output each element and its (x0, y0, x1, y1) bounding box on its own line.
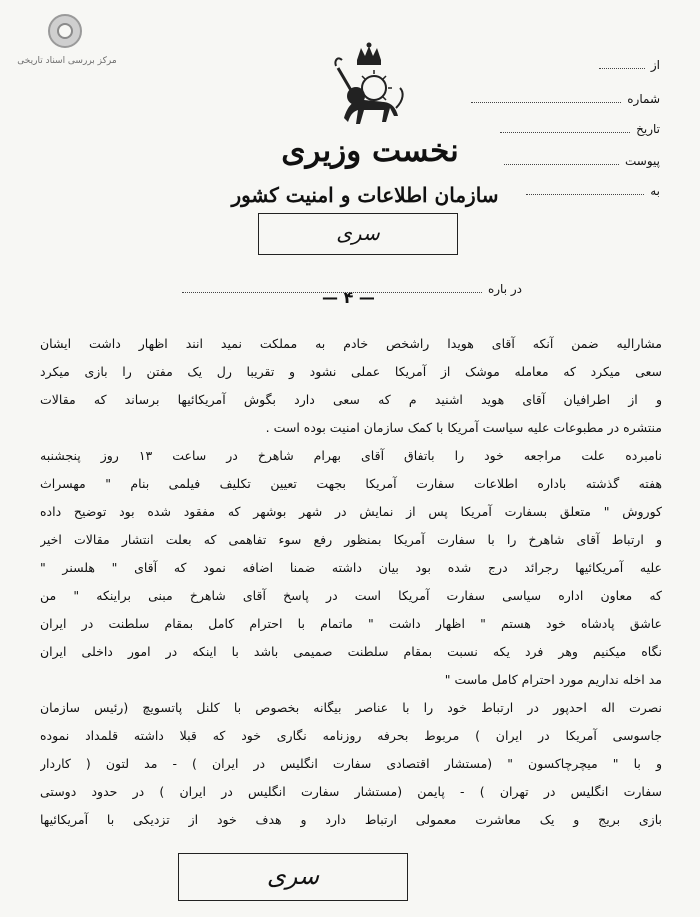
to-label: به (650, 184, 660, 198)
stamp-bottom-text: سری (266, 862, 320, 890)
classification-stamp-bottom (178, 853, 408, 901)
body-line: و ارتباط آقای شاهرخ را با سفارت آمریکا بمنظور رفع سوء تفاهمی که بعلت انتشار مقالات اخیر (40, 532, 662, 547)
number-label: شماره (627, 92, 660, 106)
classification-stamp-top (258, 213, 458, 255)
body-line: و با " میچرچاکسون " (مستشار اقتصادی سفارت انگلیس در ایران ) - مد لتون ( کاردار (40, 756, 662, 771)
body-line: سعی میکرد که معامله موشک از آمریکا عملی نشود و تقریبا رل یک مفتن را بازی میکرد (40, 364, 662, 379)
stamp-top-text: سری (336, 221, 380, 245)
organization-subtitle: سازمان اطلاعات و امنیت کشور (231, 183, 499, 207)
body-line: نامبرده علت مراجعه خود را باتفاق آقای بهرام شاهرخ در ساعت ۱۳ روز پنجشنبه (40, 448, 662, 463)
attachment-label: پیوست (625, 154, 660, 168)
body-line: منتشره در مطبوعات علیه سیاست آمریکا با کمک سازمان امنیت بوده است . (265, 420, 662, 435)
body-line: علیه آمریکائیها رجرائد درج شده بود بیان داشته ضمنا اضافه نمود که آقای " هلسنر " (40, 560, 662, 575)
body-line: مد اخله نداریم مورد احترام کامل ماست " (444, 672, 662, 687)
body-line: عاشق پادشاه خود هستم " اظهار داشت " ماتمام با احترام کامل بمقام سلطنت در ایران (40, 616, 662, 631)
body-line: سفارت انگلیس در تهران ) - پایمن (مستشار سفارت انگلیس در ایران ) در حدود دوستی (40, 784, 662, 799)
document-body (40, 330, 662, 834)
lion-and-sun-crown-icon (330, 42, 408, 130)
body-line: بازی بریج و یک معاشرت معمولی ارتباط دارد و هدف خود از تزدیکی با آمریکائیها (40, 812, 662, 827)
archive-logo-icon (48, 14, 82, 48)
to-field (526, 182, 660, 202)
body-line: و از اطرافیان آقای هوید اشنید م که سعی دارد بگوش آمریکائیها برساند که مقالات (40, 392, 662, 407)
body-line: کوروش " متعلق بسفارت آمریکا پس از نمایش در شهر بوشهر که مفقود شده بود توضیح داده (40, 504, 662, 519)
body-line: نصرت اله احدپور در ارتباط خود را با عناصر بیگانه بخصوص با کلنل پاتسویچ (رئیس سازمان (40, 700, 662, 715)
organization-title: نخست وزیری (281, 133, 459, 169)
date-label: تاریخ (636, 122, 660, 136)
body-line: مشارالیه ضمن آنکه آقای هویدا راشخص خادم به مملکت نمید انند اظهار داشت ایشان (40, 336, 662, 351)
date-field (500, 120, 660, 140)
body-line: که معاون اداره سیاسی سفارت آمریکا است در پاسخ آقای شاهرخ مبنی براینکه " من (40, 588, 662, 603)
attachment-field (504, 152, 660, 172)
subject-label: در باره (487, 282, 522, 296)
page-number: — ۴ — (322, 288, 375, 307)
body-line: هفته گذشته باداره اطلاعات سفارت آمریکا بجهت تعیین تکلیف فیلمی بنام " مهسراث (40, 476, 662, 491)
from-field (599, 56, 660, 76)
watermark-text: مرکز بررسی اسناد تاریخی (17, 56, 117, 66)
number-field (471, 90, 660, 110)
body-line: جاسوسی آمریکا در ایران ) مربوط بحرفه روزنامه نگاری خود که قبلا داشته قلمداد نموده (40, 728, 662, 743)
body-line: نگاه میکنیم وهر فرد یکه نسبت بمقام سلطنت صمیمی باشد با اینکه در امور داخلی ایران (40, 644, 662, 659)
archive-watermark (8, 10, 126, 70)
from-label: از (650, 58, 660, 72)
